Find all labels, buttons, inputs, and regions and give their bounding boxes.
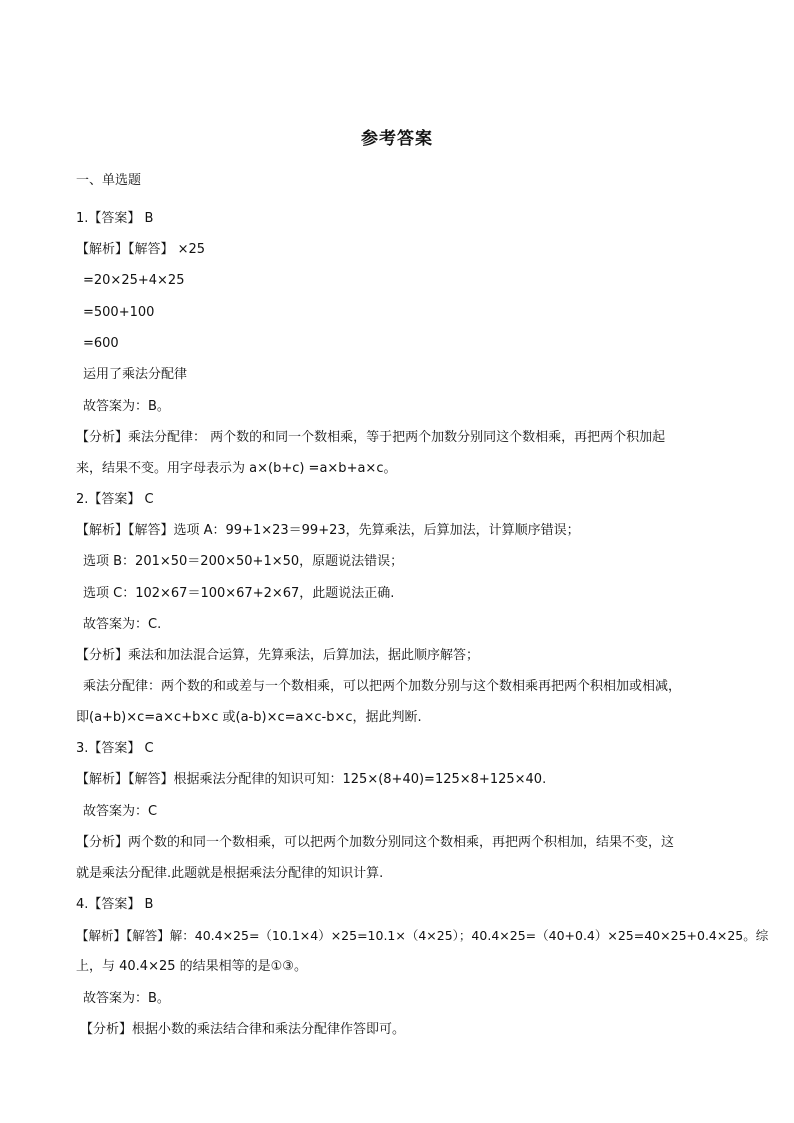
q3-answer: 3.【答案】 C bbox=[76, 741, 154, 756]
q2-note-line-3: 即(a+b)×c=a×c+b×c 或(a-b)×c=a×c-b×c，据此判断. bbox=[76, 710, 422, 725]
q2-note-line-2: 乘法分配律：两个数的和或差与一个数相乘，可以把两个加数分别与这个数相乘再把两个积相加或相减， bbox=[83, 679, 682, 694]
q2-note-line-1: 【分析】乘法和加法混合运算，先算乘法，后算加法，据此顺序解答； bbox=[76, 648, 480, 663]
q4-result: 故答案为：B。 bbox=[83, 991, 170, 1006]
q1-answer: 1.【答案】 B bbox=[76, 211, 154, 226]
q1-note-line-2: 来，结果不变。用字母表示为 a×(b+c) =a×b+a×c。 bbox=[76, 461, 397, 476]
q4-analysis-line-1: 【解析】【解答】解：40.4×25=（10.1×4）×25=10.1×（4×25）；40.4×25=（40+0.4）×25=40×25+0.4×25。综 bbox=[76, 928, 769, 943]
q1-law: 运用了乘法分配律 bbox=[83, 367, 188, 382]
section-heading: 一、单选题 bbox=[76, 173, 142, 188]
q2-analysis-c: 选项 C：102×67＝100×67+2×67，此题说法正确. bbox=[83, 586, 395, 601]
q1-result: 故答案为：B。 bbox=[83, 399, 170, 414]
q1-note-line-1: 【分析】乘法分配律： 两个数的和同一个数相乘，等于把两个加数分别同这个数相乘，再把两个积加起 bbox=[76, 430, 666, 445]
q2-result: 故答案为：C. bbox=[83, 617, 162, 632]
q2-analysis-a: 【解析】【解答】选项 A：99+1×23＝99+23，先算乘法，后算加法，计算顺序错误； bbox=[76, 523, 580, 538]
q3-analysis: 【解析】【解答】根据乘法分配律的知识可知：125×(8+40)=125×8+125×40. bbox=[76, 772, 547, 787]
q2-analysis-b: 选项 B：201×50＝200×50+1×50，原题说法错误； bbox=[83, 554, 404, 569]
page-title: 参考答案 bbox=[361, 129, 433, 149]
q1-analysis-head: 【解析】【解答】 ×25 bbox=[76, 242, 206, 257]
q1-step-3: =600 bbox=[83, 336, 119, 351]
q3-note-line-2: 就是乘法分配律.此题就是根据乘法分配律的知识计算. bbox=[76, 866, 384, 881]
q3-result: 故答案为：C bbox=[83, 804, 158, 819]
q3-note-line-1: 【分析】两个数的和同一个数相乘，可以把两个加数分别同这个数相乘，再把两个积相加，结果不变，这 bbox=[76, 835, 675, 850]
q1-step-1: =20×25+4×25 bbox=[83, 273, 185, 288]
q4-answer: 4.【答案】 B bbox=[76, 897, 154, 912]
q2-answer: 2.【答案】 C bbox=[76, 492, 154, 507]
q4-note: 【分析】根据小数的乘法结合律和乘法分配律作答即可。 bbox=[80, 1022, 406, 1037]
q4-analysis-line-2: 上，与 40.4×25 的结果相等的是①③。 bbox=[76, 959, 307, 974]
q1-step-2: =500+100 bbox=[83, 305, 155, 320]
